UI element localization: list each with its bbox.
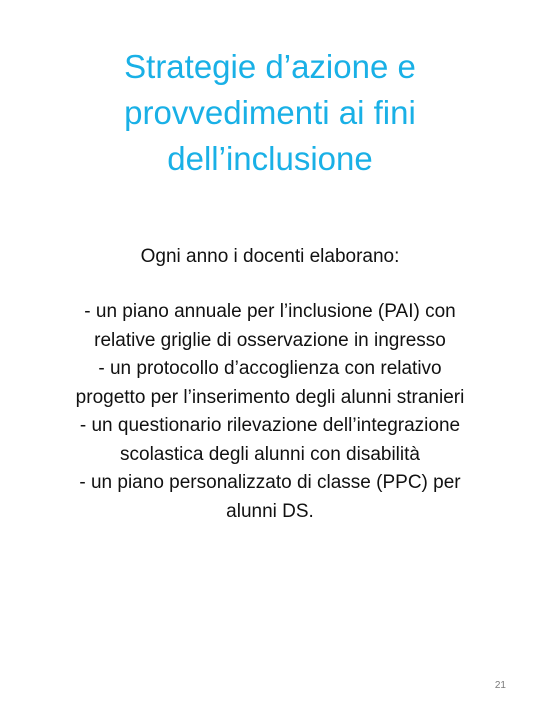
intro-text: Ogni anno i docenti elaborano: bbox=[140, 246, 400, 267]
body-text bbox=[10, 298, 530, 526]
slide-title bbox=[30, 44, 510, 182]
title-line-3: dell’inclusione bbox=[167, 140, 373, 177]
page-number: 21 bbox=[494, 680, 506, 691]
body-line-2: relative griglie di osservazione in ingresso bbox=[94, 329, 446, 351]
title-line-2: provvedimenti ai fini bbox=[124, 94, 416, 131]
body-line-8: alunni DS. bbox=[226, 500, 314, 522]
body-line-1: - un piano annuale per l’inclusione (PAI) con bbox=[84, 301, 456, 322]
body-line-3: - un protocollo d’accoglienza con relativo bbox=[98, 358, 442, 379]
body-line-5: - un questionario rilevazione dell’integrazione bbox=[79, 415, 461, 436]
body-line-4: progetto per l’inserimento degli alunni stranieri bbox=[75, 386, 465, 408]
body-line-6: scolastica degli alunni con disabilità bbox=[120, 443, 420, 465]
title-line-1: Strategie d’azione e bbox=[124, 48, 416, 85]
body-line-7: - un piano personalizzato di classe (PPC) per bbox=[79, 472, 461, 493]
